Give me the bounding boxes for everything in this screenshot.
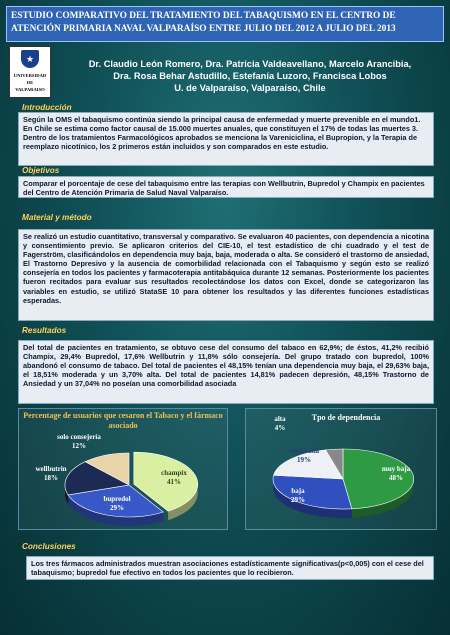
pie-value-label: 29% — [291, 496, 305, 504]
pie-label: muy baja — [381, 465, 411, 473]
poster-title: ESTUDIO COMPARATIVO DEL TRATAMIENTO DEL TABAQUISMO EN EL CENTRO DE ATENCIÓN PRIMARIA NAVAL VALPARAÍSO ENTRE JULIO DEL 2012 A JULIO DEL 2013 — [11, 11, 396, 34]
method-heading: Material y método — [22, 213, 92, 222]
logo-line1: UNIVERSIDAD — [13, 73, 47, 78]
pie-label: wellbutrin — [35, 465, 67, 473]
pie-label: solo consejería — [57, 433, 101, 441]
authors-line1: Dr. Claudio León Romero, Dra. Patricia Valdeavellano, Marcelo Arancibia, — [88, 59, 412, 69]
pie1-title: Percentage de usuarios que cesaron el Tabaco y el fármaco asociado — [23, 411, 223, 430]
pie-label: bupredol — [103, 495, 131, 503]
results-heading: Resultados — [22, 326, 67, 335]
authors-block — [60, 58, 440, 94]
pie-label: moderada — [288, 447, 320, 455]
intro-text: Según la OMS el tabaquismo continúa siendo la principal causa de enfermedad y muerte prevenible en el mundo1. En Chile se estima como factor causal de 15.000 muertes anuales, que constituyen el 17% de todas las muertes 3. Dentro de los tratamientos Farmacológicos aprobados se menciona la Vareniciclina, el Bupropion, y la Terapia de reemplazo nicotínico, los 2 primeros están incluidos y son comparados en este estudio. — [18, 112, 434, 166]
pie-chart-1-panel — [18, 408, 228, 530]
pie-chart-2-panel — [245, 408, 437, 530]
pie-chart-cese — [19, 409, 227, 529]
results-text: Del total de pacientes en tratamiento, se obtuvo cese del consumo del tabaco en 62,9%; de éstos, 41,2% recibió Champix, 29,4% Bupredol, 17,6% Wellbutrin y 11,8% sólo consejería. Del grupo tratado con bupredol, 100% abandonó el consumo de tabaco. Del total de pacientes el 48,15% tenían una dependencia muy baja, el 29,63% baja, el 18,51% moderada y un 3,70% alta. Del total de pacientes 14,81% padecen depresión, 48,15% Trastorno de Ansiedad y un 37,04% no poseían una comorbilidad asociada — [18, 340, 434, 404]
pie-value-label: 29% — [110, 504, 124, 512]
pie2-title: Tpo de dependencia — [311, 413, 381, 422]
university-logo — [9, 46, 51, 98]
shield-icon — [21, 50, 39, 68]
pie-value-label: 12% — [72, 442, 86, 450]
pie-label: alta — [274, 415, 286, 423]
pie-value-label: 19% — [297, 456, 311, 464]
logo-line3: VALPARAISO — [15, 87, 45, 92]
conclusions-text: Los tres fármacos administrados muestran asociaciones estadísticamente significativas(p<0,005) con el cese del tabaquismo; bupredol fue efectivo en todos los pacientes que lo recibieron. — [26, 556, 434, 580]
pie-value-label: 4% — [274, 424, 286, 432]
pie-chart-dependencia — [246, 409, 436, 529]
authors-line2: Dra. Rosa Behar Astudillo, Estefanía Luzoro, Francisca Lobos — [113, 71, 387, 81]
objectives-text: Comparar el porcentaje de cese del tabaquismo entre las terapias con Wellbutrin, Bupredol y Champix en pacientes del Centro de Atención Primaria de Salud Naval Valparaíso. — [18, 176, 434, 198]
intro-heading: Introducción — [22, 103, 72, 112]
svg-text:★: ★ — [25, 55, 35, 65]
conclusions-heading: Conclusiones — [22, 542, 76, 551]
logo-line2: DE — [26, 80, 34, 85]
pie-value-label: 48% — [389, 474, 403, 482]
affiliation: U. de Valparaíso, Valparaíso, Chile — [174, 83, 326, 93]
pie-label: champix — [161, 469, 187, 477]
pie-value-label: 18% — [44, 474, 58, 482]
objectives-heading: Objetivos — [22, 166, 60, 175]
pie-label: baja — [291, 487, 305, 495]
method-text: Se realizó un estudio cuantitativo, transversal y comparativo. Se evaluaron 40 pacientes, con dependencia a nicotina y consentimiento previo. Se aplicaron criterios del CIE-10, el test estadístico de chi cuadrado y el test de Fagerström, clasificándolos en dependencia muy baja, baja, moderada o alta. Se consideró el trastorno de ansiedad, El Trastorno Depresivo y la ausencia de comorbilidad relacionada con el Tabaquismo y según esto se realizó consejería en todos los pacientes y farmacoterapia antitabáquica durante 12 semanas. Posteriormente los pacientes fueron recitados para evaluar sus resultados recolectándose los datos con Excel, donde se categorizaron las variables en estudio, se utilizó StataSE 10 para obtener los resultados y las diferentes funciones estadísticas esperadas. — [18, 229, 434, 321]
pie-value-label: 41% — [167, 478, 181, 486]
title-banner — [6, 6, 444, 42]
